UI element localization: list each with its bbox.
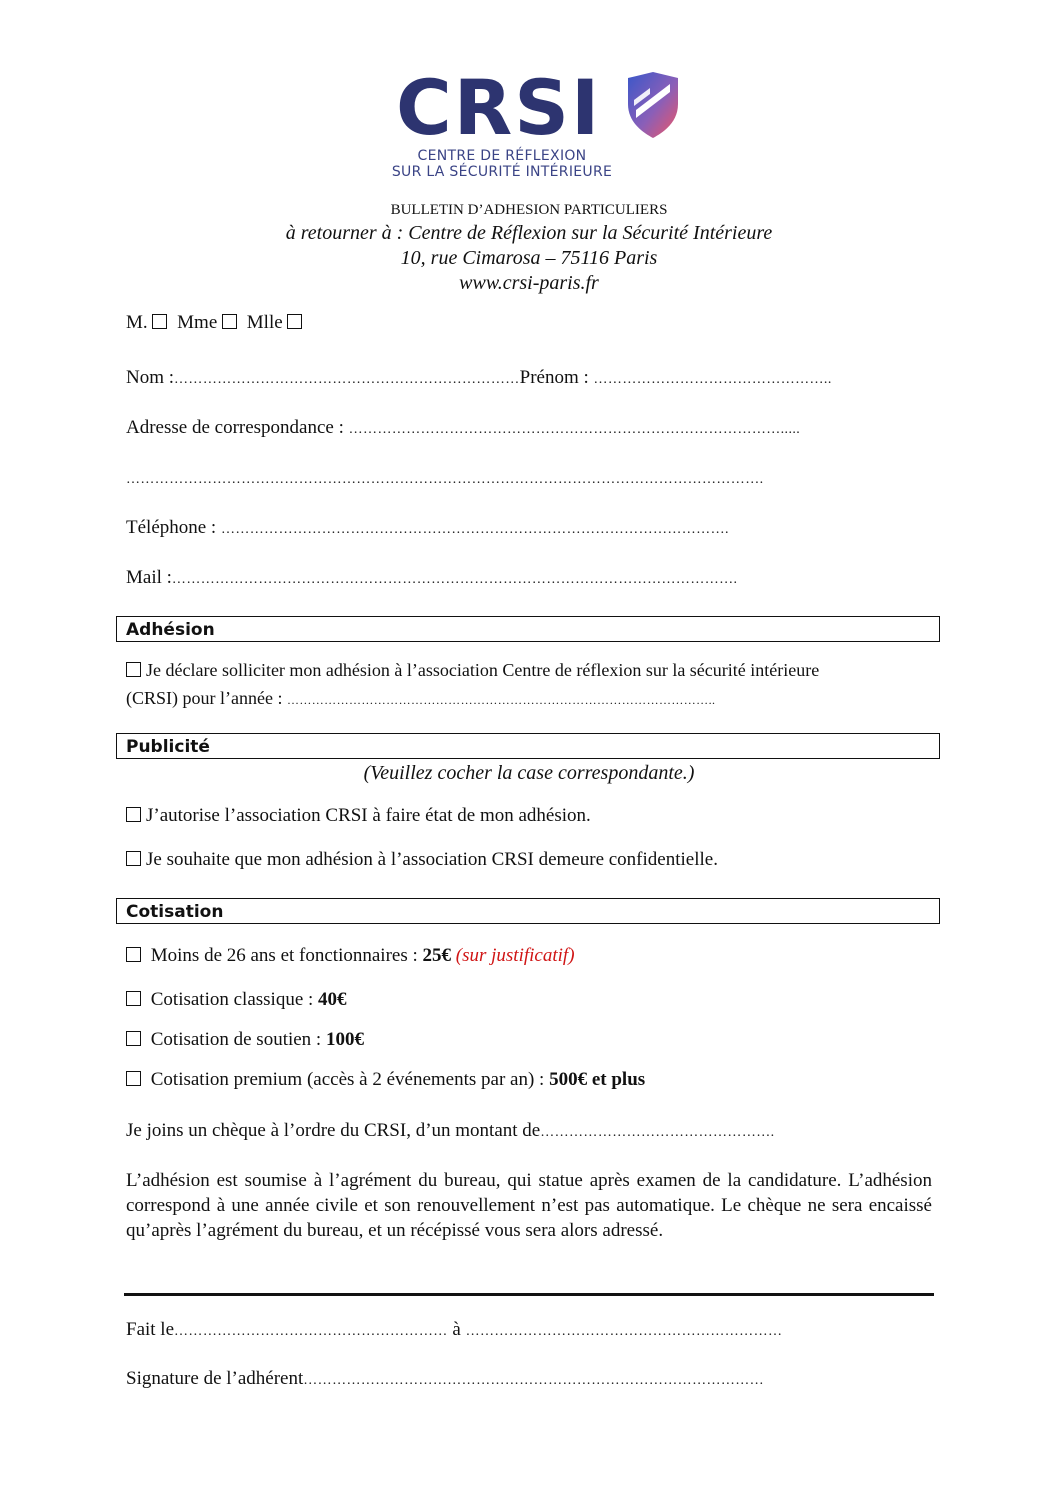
civility-m-label: M.	[126, 312, 148, 333]
mail-label: Mail :	[126, 567, 172, 588]
cotisation-option-4-checkbox[interactable]	[126, 1071, 141, 1086]
shield-logo-icon	[624, 70, 682, 140]
cotisation-option-2-amount: 40€	[318, 989, 347, 1010]
publicite-heading: Publicité	[126, 737, 210, 757]
cotisation-option-1-checkbox[interactable]	[126, 947, 141, 962]
cotisation-option-1-note: (sur justificatif)	[451, 945, 575, 966]
cotisation-option-2-checkbox[interactable]	[126, 991, 141, 1006]
publicite-section-header	[116, 733, 940, 759]
adhesion-checkbox[interactable]	[126, 662, 141, 677]
cotisation-option-4	[126, 1069, 645, 1091]
mail-field[interactable]: ……………………………………………………………………………………………………….	[171, 572, 738, 587]
fait-le-row	[126, 1319, 782, 1341]
cotisation-section-header	[116, 898, 940, 924]
cotisation-heading: Cotisation	[126, 902, 224, 922]
adhesion-section-header	[116, 616, 940, 642]
signature-label: Signature de l’adhérent	[126, 1368, 304, 1389]
civility-row	[126, 312, 307, 334]
address-line: 10, rue Cimarosa – 75116 Paris	[400, 247, 658, 269]
nom-field[interactable]: ………………………………………………………………	[174, 372, 520, 387]
adresse-field-2[interactable]: …………………………………………………………………………………………………………………….	[126, 472, 764, 487]
a-label: à	[452, 1319, 461, 1340]
adresse-label: Adresse de correspondance :	[126, 417, 344, 438]
prenom-field[interactable]: …………………………………………..	[593, 372, 832, 387]
signature-field[interactable]: ……………………………………………………………………………………	[303, 1373, 765, 1388]
logo-tagline-2: SUR LA SÉCURITÉ INTÉRIEURE	[391, 164, 613, 180]
adhesion-text-2: (CRSI) pour l’année :	[126, 688, 283, 708]
adhesion-year-row	[126, 688, 715, 709]
publicite-option-2-checkbox[interactable]	[126, 851, 141, 866]
fait-le-field[interactable]: …………………………………………………	[174, 1324, 448, 1339]
adhesion-year-field[interactable]: …………………………………………………………………………………………..	[286, 693, 716, 707]
adhesion-notice: L’adhésion est soumise à l’agrément du bureau, qui statue après examen de la candidature. L’adhésion correspond à une année civile et son renouvellement n’est pas automatique. Le chèque ne sera encaissé qu’après l’agrément du bureau, et un récépissé vous sera alors adressé.	[126, 1170, 932, 1241]
return-to-line: à retourner à : Centre de Réflexion sur la Sécurité Intérieure	[285, 222, 773, 244]
civility-mme-label: Mme	[177, 312, 218, 333]
signature-row	[126, 1368, 764, 1390]
publicite-option-2	[126, 849, 718, 871]
publicite-option-1-checkbox[interactable]	[126, 807, 141, 822]
logo-wordmark: CRSI	[396, 63, 602, 152]
cheque-amount-field[interactable]: ………………………………………….	[540, 1125, 775, 1140]
cotisation-option-2	[126, 989, 347, 1011]
cotisation-option-4-amount: 500€ et plus	[549, 1069, 646, 1090]
nom-label: Nom :	[126, 367, 175, 388]
telephone-field[interactable]: …………………………………………………………………………………………….	[220, 522, 729, 537]
cotisation-option-1-label: Moins de 26 ans et fonctionnaires :	[150, 945, 423, 966]
civility-m-checkbox[interactable]	[152, 314, 167, 329]
cotisation-option-3-amount: 100€	[325, 1029, 364, 1050]
form-title: BULLETIN D’ADHESION PARTICULIERS	[390, 202, 668, 218]
cotisation-option-3	[126, 1029, 364, 1051]
adhesion-text-1: Je déclare solliciter mon adhésion à l’association Centre de réflexion sur la sécurité intérieure	[146, 660, 820, 680]
publicite-option-2-label: Je souhaite que mon adhésion à l’association CRSI demeure confidentielle.	[146, 849, 718, 870]
cotisation-option-1	[126, 945, 575, 967]
adresse-row	[126, 417, 800, 439]
mail-row	[126, 567, 737, 589]
cheque-row	[126, 1120, 775, 1142]
cotisation-option-4-label: Cotisation premium (accès à 2 événements par an) :	[150, 1069, 550, 1090]
civility-mme-checkbox[interactable]	[222, 314, 237, 329]
publicite-instruction: (Veuillez cocher la case correspondante.)	[363, 762, 695, 784]
adresse-field[interactable]: ……………………………………………………………………………….....	[348, 422, 801, 437]
cotisation-option-3-checkbox[interactable]	[126, 1031, 141, 1046]
adhesion-declaration	[126, 660, 819, 682]
cotisation-option-1-amount: 25€	[422, 945, 452, 966]
cotisation-option-3-label: Cotisation de soutien :	[150, 1029, 326, 1050]
website-line: www.crsi-paris.fr	[459, 272, 599, 294]
publicite-option-1-label: J’autorise l’association CRSI à faire état de mon adhésion.	[146, 805, 591, 826]
adresse-row-2	[126, 467, 764, 489]
logo-tagline-1: CENTRE DE RÉFLEXION	[417, 148, 587, 164]
nom-row	[126, 367, 832, 389]
civility-mlle-checkbox[interactable]	[287, 314, 302, 329]
a-field[interactable]: …………………………………………………………	[465, 1324, 783, 1339]
telephone-row	[126, 517, 729, 539]
publicite-option-1	[126, 805, 591, 827]
cheque-text: Je joins un chèque à l’ordre du CRSI, d’un montant de	[126, 1120, 541, 1141]
divider	[124, 1293, 934, 1296]
civility-mlle-label: Mlle	[246, 312, 283, 333]
prenom-label: Prénom :	[519, 367, 589, 388]
fait-le-label: Fait le	[126, 1319, 175, 1340]
adhesion-heading: Adhésion	[126, 620, 215, 640]
telephone-label: Téléphone :	[126, 517, 217, 538]
cotisation-option-2-label: Cotisation classique :	[150, 989, 319, 1010]
